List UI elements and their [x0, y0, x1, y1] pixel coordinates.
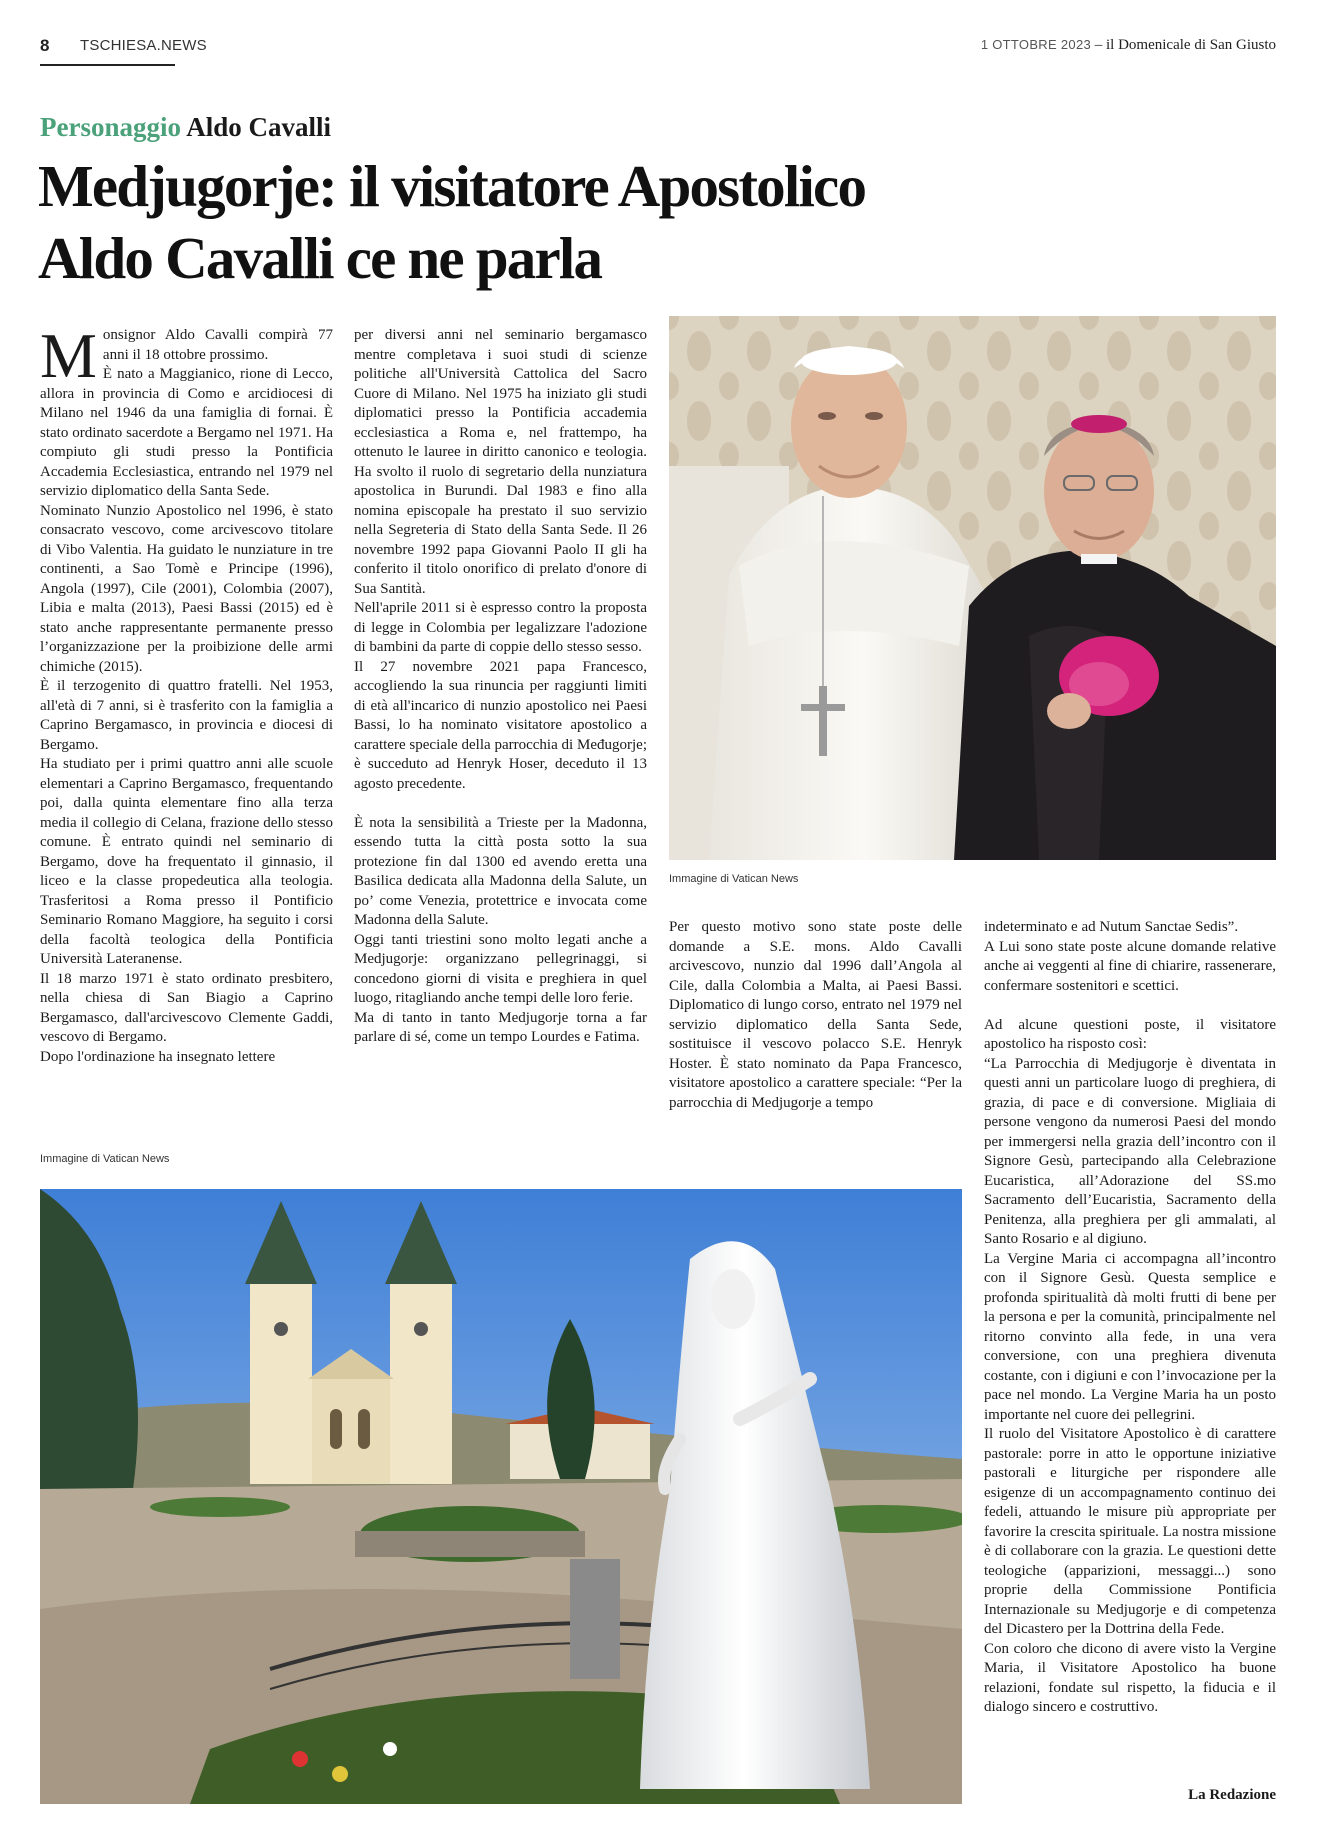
photo-medjugorje-church	[40, 1189, 962, 1804]
paragraph	[40, 320, 333, 391]
site-name: TSCHIESA.NEWS	[80, 37, 207, 54]
paragraph: Dopo l'ordinazione ha insegnato lettere	[40, 1048, 276, 1065]
paragraph: Ma di tanto in tanto Medjugorje torna a far parlare di sé, come un tempo Lourdes e Fatima.	[354, 1009, 647, 1045]
issue-separator: –	[1091, 37, 1107, 53]
paragraph: Oggi tanti triestini sono molto legati anche a Medjugorje: organizzano pellegrinaggi, si concedono giorni di visita e preghiera in quel luogo, ritagliando anche tempi delle loro ferie.	[354, 931, 647, 1006]
headline-line-1: Medjugorje: il visitatore Apostolico	[38, 153, 866, 219]
paragraph: La Vergine Maria ci accompagna all’incontro con il Signore Gesù. Questa semplice e profonda spiritualità dà molti frutti di bene per la persona e per la comunità, principalmente nel ritorno convinto alla fede, in una vera conversione, con una preghiera divenuta costante, con i digiuni e con l’invocazione per la pace nel mondo. La Vergine Maria ha un posto importante nel cuore dei pellegrini.	[984, 1250, 1276, 1423]
paragraph: Il 18 marzo 1971 è stato ordinato presbitero, nella chiesa di San Biagio a Caprino Bergamasco, dall'arcivescovo Clemente Gaddi, vescovo di Bergamo.	[40, 970, 333, 1045]
paragraph: indeterminato e ad Nutum Sanctae Sedis”.	[984, 919, 1239, 935]
paragraph: per diversi anni nel seminario bergamasco mentre completava i suoi studi di scienze politiche all'Università Cattolica del Sacro Cuore di Milano. Nel 1975 ha iniziato gli studi diplomatici presso la Pontificia accademia ecclesiastica a Roma e, nel frattempo, ha ottenuto le lauree in diritto canonico e teologia. Ha svolto il ruolo di segretario della nunziatura apostolica in Burundi. Dal 1983 e fino alla nomina episcopale ha prestato il suo servizio nella Segreteria di Stato della Santa Sede. Il 26 novembre 1992 papa Giovanni Paolo II gli ha conferito il titolo onorifico di prelato d'onore di Sua Santità.	[354, 327, 647, 597]
kicker-name: Aldo Cavalli	[186, 112, 332, 142]
headline-line-2: Aldo Cavalli ce ne parla	[38, 225, 602, 291]
kicker-section: Personaggio	[40, 112, 181, 142]
article-signature: La Redazione	[1188, 1787, 1276, 1803]
photo-pope-and-archbishop	[669, 316, 1276, 860]
paragraph: Con coloro che dicono di avere visto la Vergine Maria, il Visitatore Apostolico ha buone relazioni, fondate sul rispetto, la fiducia e il dialogo sincero e costruttivo.	[984, 1640, 1276, 1715]
photo2-caption: Immagine di Vatican News	[40, 1153, 170, 1165]
article-column-1	[40, 320, 333, 1067]
article-column-3	[669, 918, 962, 1113]
issue-date: 1 OTTOBRE 2023	[980, 37, 1092, 52]
paragraph: Ha studiato per i primi quattro anni alle scuole elementari a Caprino Bergamasco, frequentando poi, dalla quinta elementare fino alla terza media il collegio di Celana, frazione dello stesso comune. È entrato quindi nel seminario di Bergamo, dove ha frequentato il ginnasio, il liceo e la classe propedeutica alla teologia. Trasferitosi a Roma presso il Pontificio Seminario Romano Maggiore, ha seguito i corsi della facoltà teologica della Pontificia Università Lateranense.	[40, 756, 333, 967]
paragraph: È nato a Maggianico, rione di Lecco, allora in provincia di Como e arcidiocesi di Milano nel 1946 da una famiglia di fornai. È stato ordinato sacerdote a Bergamo nel 1971. Ha compiuto gli studi presso la Pontificia Accademia Ecclesiastica, entrando nel 1979 nel servizio diplomatico della Santa Sede.	[40, 366, 333, 499]
paragraph: Nominato Nunzio Apostolico nel 1996, è stato consacrato vescovo, come arcivescovo titolare di Vibo Valentia. Ha guidato le nunziature in tre continenti, a Sao Tomè e Principe (1996), Angola (1997), Cile (2001), Colombia (2007), Libia e malta (2013), Paesi Bassi (2015) ed è stato anche rappresentante permanente presso l’organizzazione per la proibizione delle armi chimiche (2015).	[40, 502, 333, 675]
photo-medjugorje-illustration	[40, 1189, 962, 1804]
page-header	[40, 36, 1276, 58]
paragraph: Il 27 novembre 2021 papa Francesco, accogliendo la sua rinuncia per raggiunti limiti di età all'incarico di nunzio apostolico nei Paesi Bassi, lo ha nominato visitatore apostolico a carattere speciale della parrocchia di Međugorje; è succeduto ad Henryk Hoser, deceduto il 13 agosto precedente.	[354, 658, 647, 792]
issue-line	[981, 37, 1276, 54]
paragraph: Ad alcune questioni poste, il visitatore apostolico ha risposto così:	[984, 1016, 1276, 1052]
article-kicker	[40, 112, 331, 143]
drop-cap: M	[40, 320, 97, 391]
paragraph: Il ruolo del Visitatore Apostolico è di carattere pastorale: porre in atto le opportune iniziative pastorali e liturgiche per rispondere alle esigenze di un accompagnamento continuo dei fedeli, attuando le misure più appropriate per favorire la crescita spirituale. La nostra missione è di collaborare con la grazia. Le questioni dette teologiche (apparizioni, messaggi...) sono proprie della Commissione Pontificia Internazionale su Medjugorje e di competenza del Dicastero per la Dottrina della Fede.	[984, 1426, 1276, 1637]
article-column-4	[984, 918, 1276, 1718]
paragraph: “La Parrocchia di Medjugorje è diventata in questi anni un particolare luogo di preghiera, di grazia, di pace e di conversione. Migliaia di persone vengono da numerosi Paesi del mondo per immergersi nella grazia dell’incontro con il Signore Gesù, partecipando alla Celebrazione Eucaristica, all’Adorazione del SS.mo Sacramento dell’Eucaristia, Sacramento della Penitenza, alla preghiera per gli ammalati, al Santo Rosario e al digiuno.	[984, 1055, 1276, 1247]
paragraph: A Lui sono state poste alcune domande relative anche ai veggenti al fine di chiarire, rassenerare, confermare sostenitori e scettici.	[984, 938, 1276, 994]
paragraph-text: onsignor Aldo Cavalli compirà 77 anni il 18 ottobre prossimo.	[102, 327, 333, 363]
paragraph: È nota la sensibilità a Trieste per la Madonna, essendo tutta la città posta sotto la sua protezione fin dal 1300 ed avendo eretta una Basilica dedicata alla Madonna della Salute, un po’ come Venezia, protettrice e invocata come Madonna della Salute.	[354, 814, 647, 928]
photo1-caption: Immagine di Vatican News	[669, 873, 799, 885]
page-number: 8	[40, 36, 50, 55]
paragraph: È il terzogenito di quattro fratelli. Nel 1953, all'età di 7 anni, si è trasferito con la famiglia a Caprino Bergamasco, in provincia e diocesi di Bergamo.	[40, 678, 333, 753]
publication-name: il Domenicale di San Giusto	[1106, 37, 1276, 53]
photo-pope-and-archbishop-illustration	[669, 316, 1276, 860]
paragraph: Per questo motivo sono state poste delle domande a S.E. mons. Aldo Cavalli arcivescovo, nunzio dal 1996 dall’Angola al Cile, dalla Colombia a Malta, ai Paesi Bassi. Diplomatico di lungo corso, entrato nel 1979 nel servizio diplomatico della Santa Sede, sostituisce il vescovo polacco S.E. Henryk Hoster. È stato nominato da Papa Francesco, visitatore apostolico a carattere speciale: “Per la parrocchia di Medjugorje a tempo	[669, 919, 962, 1111]
article-column-2	[354, 326, 647, 1048]
article-headline	[38, 150, 1238, 294]
paragraph: Nell'aprile 2011 si è espresso contro la proposta di legge in Colombia per legalizzare l'adozione di bambini da parte di coppie dello stesso sesso.	[354, 600, 647, 655]
header-rule	[40, 64, 175, 66]
